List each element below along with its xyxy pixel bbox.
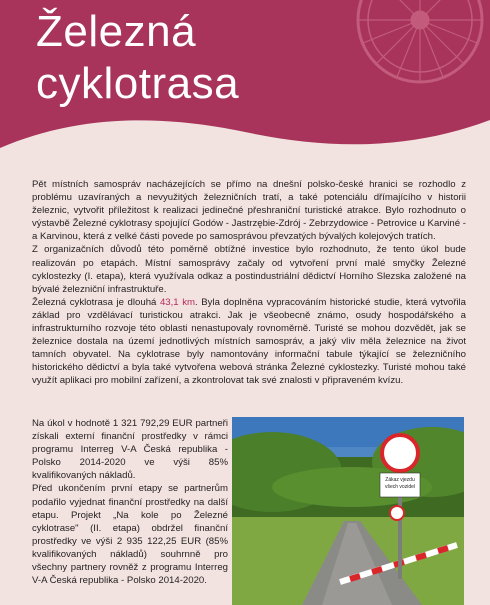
sign-text: Zákaz vjezdu (385, 477, 415, 483)
paragraph-length: Železná cyklotrasa je dlouhá 43,1 km. Byla doplněna vypracováním historické studie, která vytvořila základ pro vzdělávací turistickou atrakci. Jak je všeobecně známo, osudy hospodářského a infrastrukturního rozvoje této oblasti nenastupovaly rovnoměrně. Turisté se mohou dozvědět, jak se železnice dostala na území jednotlivých místních samospráv, a jaký vliv měla železnice na život tamních obyvatel. Na cyklotrase byly namontovány informační tabule týkající se železničního historického dědictví a byla také vytvořena webová stránka Železné cyklostezky. Turisté mohou také využít aplikaci pro mobilní zařízení, a zkontrolovat tak své znalosti v připraveném kvízu. (32, 296, 466, 387)
article-body (32, 178, 466, 388)
cycle-path-photo (232, 417, 464, 605)
svg-text:všech vozidel: všech vozidel (384, 484, 416, 490)
paragraph-funding-1: Na úkol v hodnotě 1 321 792,29 EUR partneři získali externí finanční prostředky v rámci programu Interreg V-A Česká republika - Polsko 2014-2020 ve výši 85% kvalifikovaných nákladů. (32, 418, 228, 482)
paragraph-funding-2: Před ukončením první etapy se partnerům podařilo vyjednat finanční prostředky na další etapu. Projekt „Na kole po Železné cyklotrase" (II. etapa) obdržel finanční prostředky ve výši 2 935 122,25 EUR (85% kvalifikovaných nákladů) souhrnně pro všechny partnery rovněž z programu Interreg V-A Česká republika - Polsko 2014-2020. (32, 483, 228, 587)
paragraph-stages: Z organizačních důvodů této poměrně obtížné investice bylo rozhodnuto, že tento úkol bude realizován po etapách. Místní samosprávy začaly od vytvoření první malé smyčky Železné cyklostezky (I. etapa), která využívala odkaz a postindustriální dědictví Horního Slezska založené na bývalé železniční infrastruktuře. (32, 244, 466, 295)
page-title: Železná cyklotrasa (36, 7, 240, 108)
paragraph-intro: Pět místních samospráv nacházejících se přímo na dnešní polsko-české hranici se rozhodlo z problému uzavíraných a nevyužitých železničních tratí, a také potenciálu dřímajícího v historii železnic, vytvořit příležitost k realizaci jedinečné přeshraniční turistické atrakce. Bylo rozhodnuto o výstavbě Železné cyklotrasy spojující Godów - Jastrzębie-Zdrój - Zebrzydowice - Petrovice u Karviné - a Karvinou, která z velké části povede po samosprávou převzatých bývalých kolejových tratích. (32, 179, 466, 243)
length-highlight: 43,1 km (159, 296, 196, 308)
funding-column (32, 417, 228, 587)
header-band (0, 0, 490, 160)
